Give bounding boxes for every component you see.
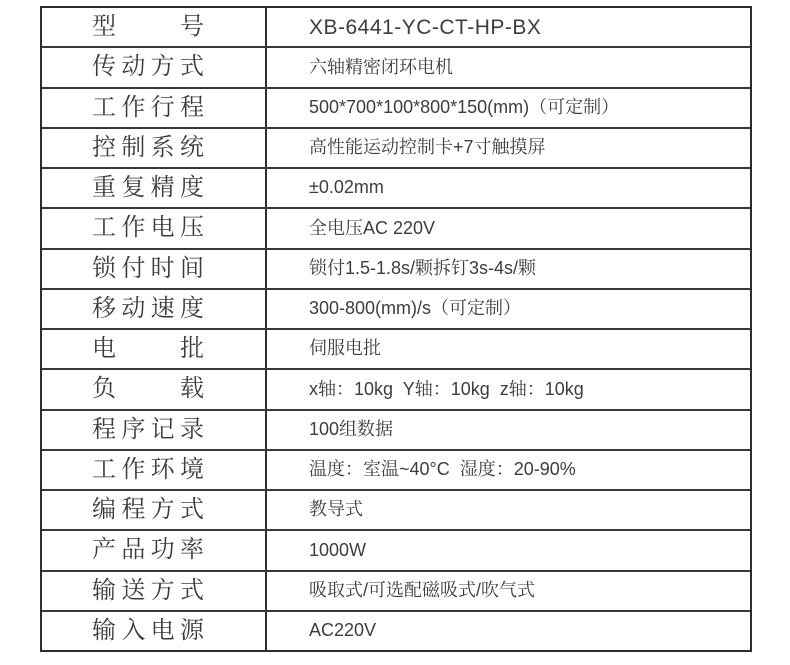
spec-value: x轴：10kg Y轴：10kg z轴：10kg xyxy=(309,378,584,399)
spec-row xyxy=(42,570,750,610)
spec-value-cell xyxy=(267,169,750,207)
spec-label: 编程方式 xyxy=(92,496,204,524)
spec-label-cell xyxy=(42,330,267,368)
spec-row xyxy=(42,529,750,569)
spec-label-cell xyxy=(42,451,267,489)
spec-label: 型号 xyxy=(92,13,204,41)
spec-label: 锁付时间 xyxy=(92,254,204,282)
spec-value: 500*700*100*800*150(mm)（可定制） xyxy=(309,96,620,117)
spec-value-cell xyxy=(267,129,750,167)
spec-label-cell xyxy=(42,572,267,610)
spec-label: 工作电压 xyxy=(92,214,204,242)
spec-label-cell xyxy=(42,169,267,207)
spec-label-cell xyxy=(42,491,267,529)
spec-value: 吸取式/可选配磁吸式/吹气式 xyxy=(309,579,536,600)
spec-label: 输入电源 xyxy=(92,616,204,644)
spec-label: 重复精度 xyxy=(92,174,204,202)
spec-value: 300-800(mm)/s（可定制） xyxy=(309,298,522,319)
specification-table xyxy=(40,6,752,652)
spec-label: 控制系统 xyxy=(92,133,204,161)
spec-value-cell xyxy=(267,89,750,127)
spec-value-cell xyxy=(267,48,750,86)
spec-value-cell xyxy=(267,8,750,46)
spec-value-cell xyxy=(267,370,750,408)
spec-label: 输送方式 xyxy=(92,576,204,604)
spec-value-cell xyxy=(267,491,750,529)
spec-value-cell xyxy=(267,612,750,650)
spec-row xyxy=(42,167,750,207)
spec-label-cell xyxy=(42,531,267,569)
spec-label-cell xyxy=(42,612,267,650)
spec-label: 工作环境 xyxy=(92,455,204,483)
spec-label: 传动方式 xyxy=(92,53,204,81)
spec-label: 程序记录 xyxy=(92,415,204,443)
spec-row xyxy=(42,409,750,449)
spec-value-cell xyxy=(267,531,750,569)
spec-label-cell xyxy=(42,209,267,247)
spec-value-cell xyxy=(267,451,750,489)
spec-value: 教导式 xyxy=(309,499,363,520)
spec-row xyxy=(42,248,750,288)
spec-label-cell xyxy=(42,370,267,408)
spec-row xyxy=(42,8,750,46)
spec-value: 全电压AC 220V xyxy=(309,217,436,238)
spec-value-cell xyxy=(267,330,750,368)
spec-row xyxy=(42,328,750,368)
spec-value: 六轴精密闭环电机 xyxy=(309,56,453,77)
spec-value-cell xyxy=(267,209,750,247)
spec-label-cell xyxy=(42,129,267,167)
spec-row xyxy=(42,489,750,529)
spec-value: 锁付1.5-1.8s/颗拆钉3s-4s/颗 xyxy=(309,257,537,278)
spec-row xyxy=(42,368,750,408)
spec-label-cell xyxy=(42,8,267,46)
spec-row xyxy=(42,610,750,650)
spec-label-cell xyxy=(42,250,267,288)
spec-label-cell xyxy=(42,290,267,328)
spec-value-cell xyxy=(267,250,750,288)
spec-value-cell xyxy=(267,411,750,449)
spec-row xyxy=(42,207,750,247)
spec-row xyxy=(42,127,750,167)
spec-value: ±0.02mm xyxy=(309,177,384,198)
spec-value: 伺服电批 xyxy=(309,338,381,359)
spec-row xyxy=(42,288,750,328)
spec-value: AC220V xyxy=(309,620,377,641)
spec-value-cell xyxy=(267,290,750,328)
spec-row xyxy=(42,87,750,127)
spec-value: 高性能运动控制卡+7寸触摸屏 xyxy=(309,137,546,158)
spec-value-cell xyxy=(267,572,750,610)
spec-label-cell xyxy=(42,89,267,127)
spec-value: 温度：室温~40°C 湿度：20-90% xyxy=(309,459,576,480)
spec-label: 负载 xyxy=(92,375,204,403)
spec-value: XB-6441-YC-CT-HP-BX xyxy=(309,15,542,39)
spec-row xyxy=(42,449,750,489)
spec-label: 工作行程 xyxy=(92,93,204,121)
spec-label: 电批 xyxy=(92,335,204,363)
spec-label-cell xyxy=(42,411,267,449)
spec-row xyxy=(42,46,750,86)
spec-label-cell xyxy=(42,48,267,86)
spec-label: 产品功率 xyxy=(92,536,204,564)
spec-label: 移动速度 xyxy=(92,294,204,322)
spec-value: 1000W xyxy=(309,539,367,560)
spec-value: 100组数据 xyxy=(309,418,394,439)
